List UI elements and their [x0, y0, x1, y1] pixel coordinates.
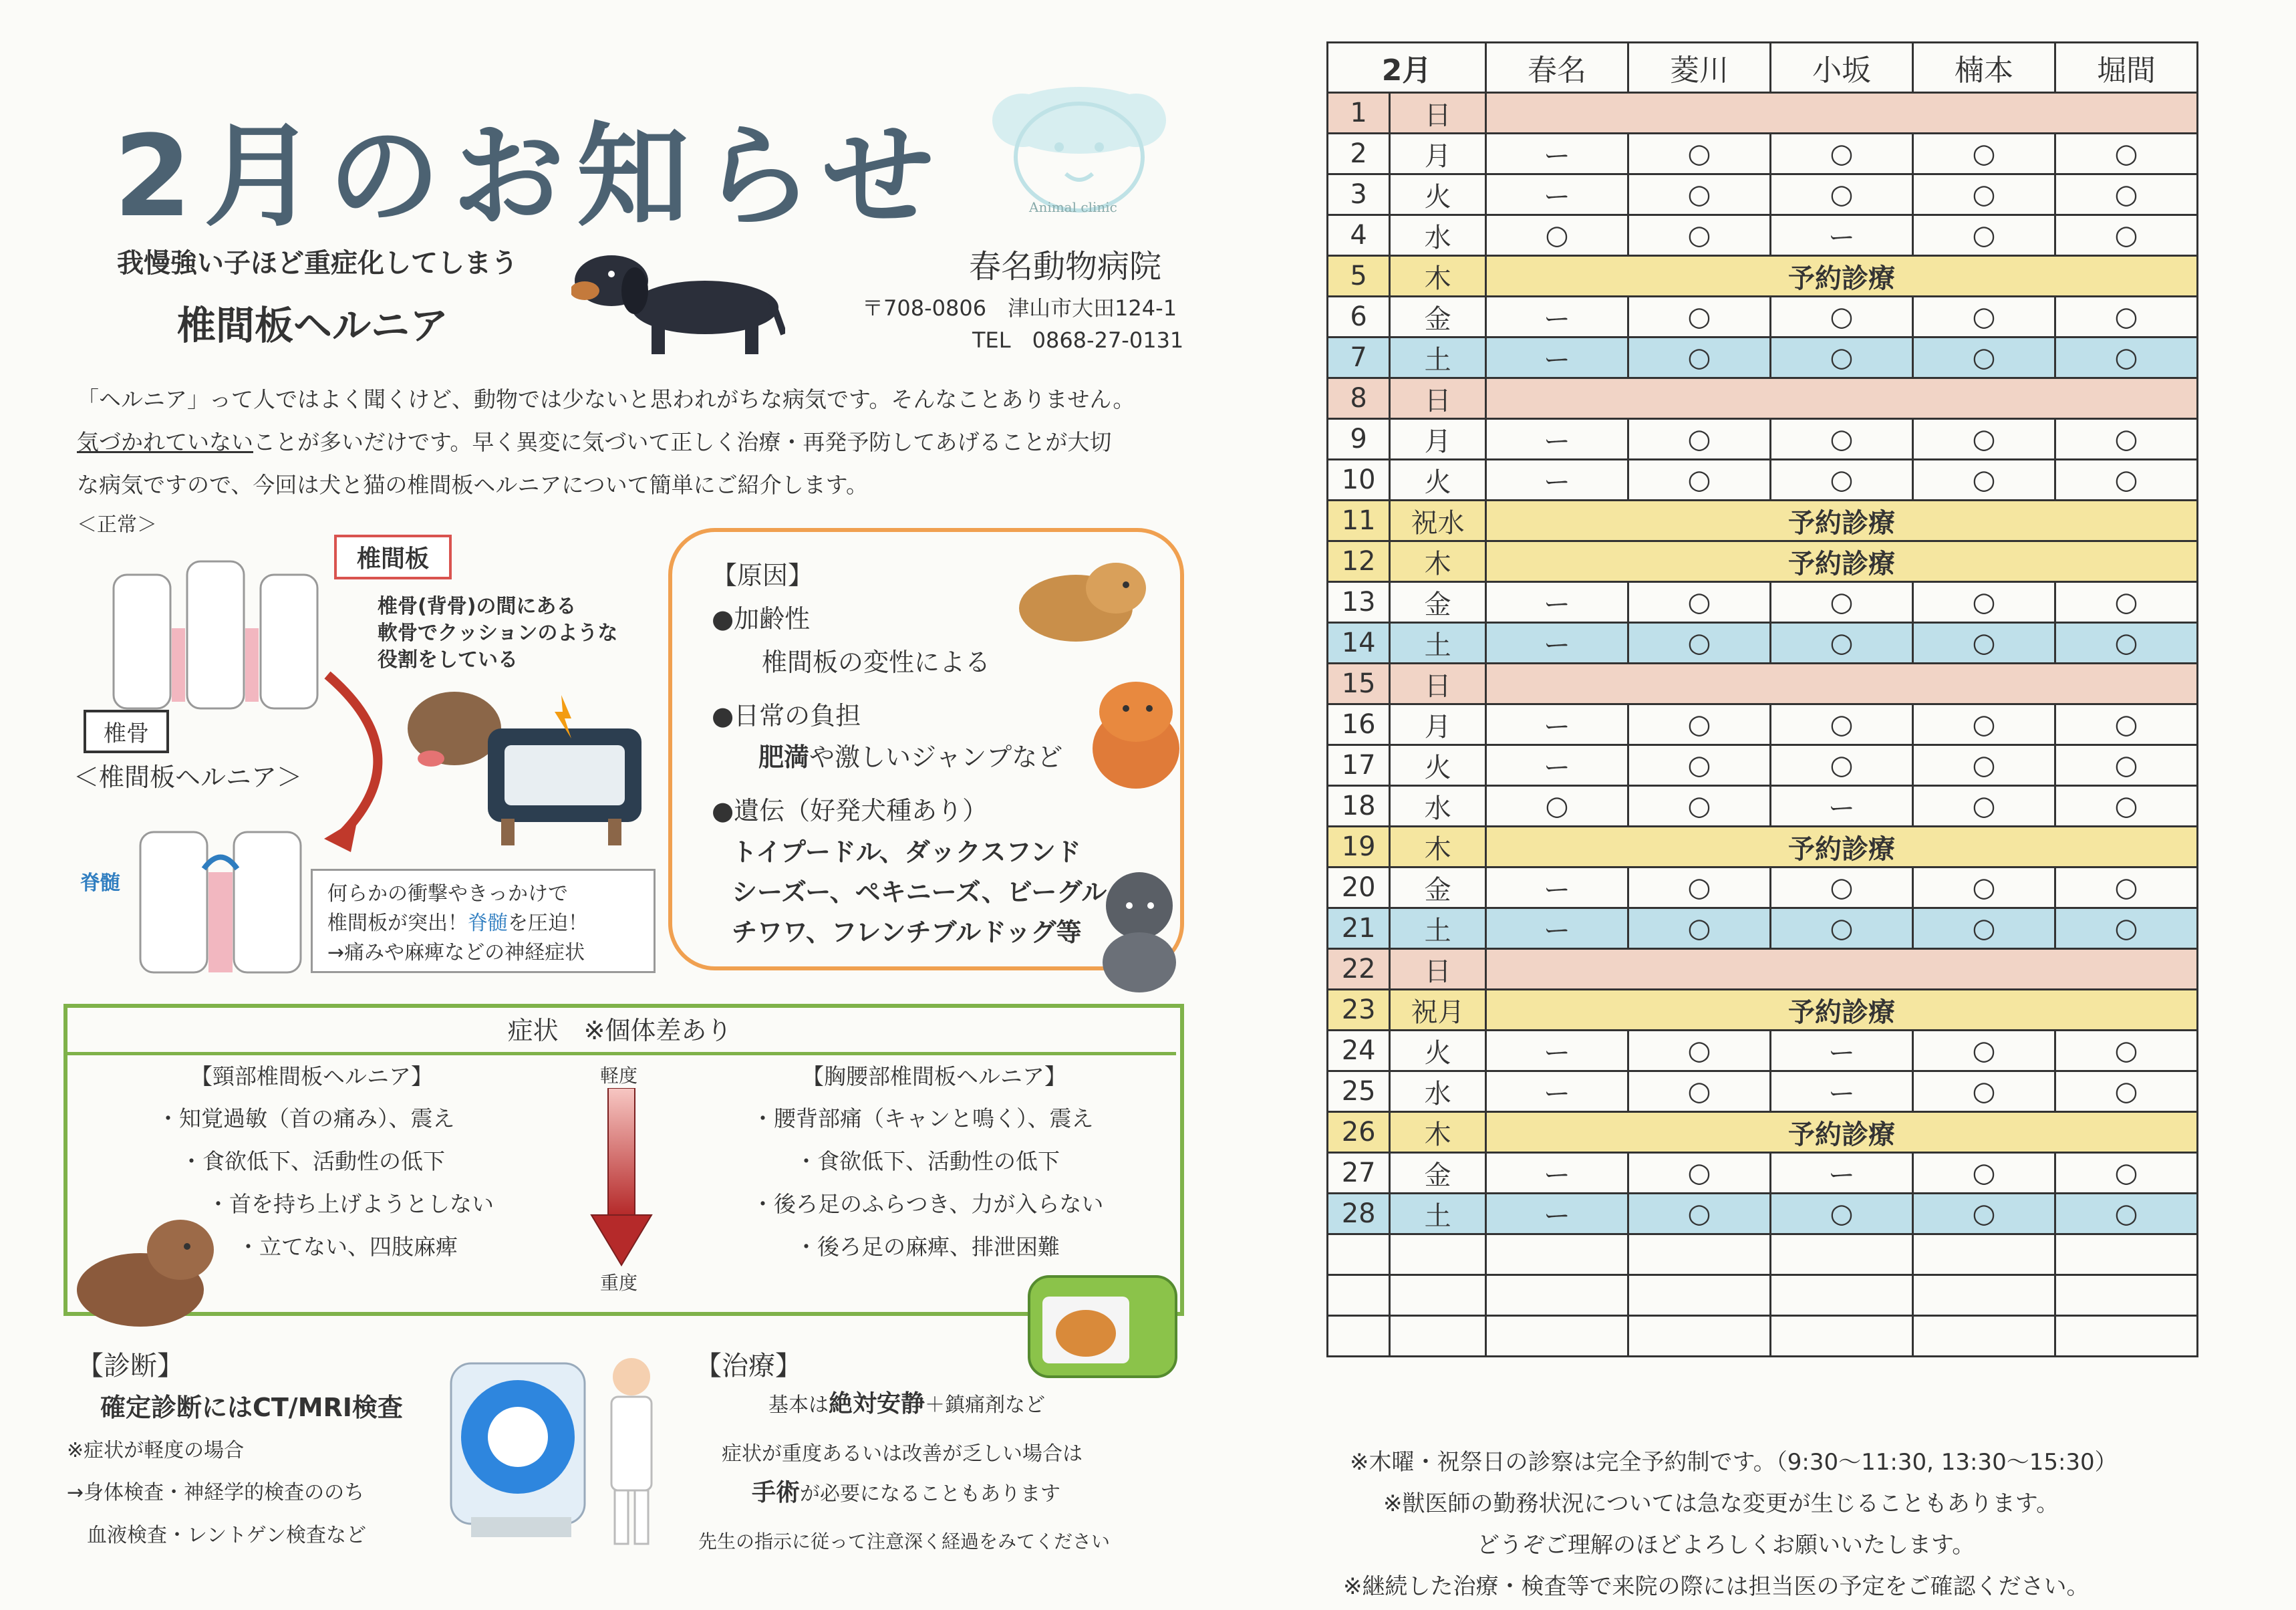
schedule-row	[1328, 827, 2198, 867]
schedule-date: 11	[1328, 501, 1390, 541]
schedule-slot: ー	[1486, 297, 1628, 338]
schedule-closed	[1486, 378, 2198, 419]
schedule-row	[1328, 419, 2198, 460]
schedule-date: 22	[1328, 949, 1390, 990]
schedule-date: 15	[1328, 664, 1390, 704]
schedule-date: 24	[1328, 1031, 1390, 1071]
schedule-row	[1328, 460, 2198, 501]
treatment-line-4: 先生の指示に従って注意深く経過をみてください	[698, 1530, 1111, 1553]
schedule-slot: ○	[1628, 1153, 1771, 1194]
schedule-date	[1328, 1275, 1390, 1316]
schedule-slot: ○	[1913, 623, 2055, 664]
schedule-slot: ○	[2055, 419, 2198, 460]
schedule-slot: ○	[1771, 419, 1913, 460]
schedule-slot: ○	[1628, 908, 1771, 949]
schedule-date: 5	[1328, 256, 1390, 297]
cause-aging-detail: 椎間板の変性による	[762, 648, 991, 677]
schedule-date: 3	[1328, 174, 1390, 215]
schedule-row	[1328, 745, 2198, 786]
hernia-spine-icon	[134, 812, 314, 979]
schedule-weekday	[1390, 1316, 1486, 1357]
cervical-1: ・知覚過敏（首の痛み）、震え	[157, 1105, 455, 1131]
schedule-weekday: 土	[1390, 338, 1486, 378]
schedule-row	[1328, 908, 2198, 949]
schedule-row	[1328, 134, 2198, 174]
schedule-empty	[2055, 1275, 2198, 1316]
schedule-weekday	[1390, 1275, 1486, 1316]
treatment-line-2: 症状が重度あるいは改善が乏しい場合は	[722, 1442, 1083, 1466]
schedule-slot: ー	[1486, 1194, 1628, 1234]
diagnosis-line-3: 血液検査・レントゲン検査など	[67, 1524, 367, 1547]
schedule-slot: ○	[1913, 1031, 2055, 1071]
breeds-2: シーズー、ペキニーズ、ビーグル	[732, 878, 1107, 907]
schedule-slot: ○	[1913, 745, 2055, 786]
schedule-row	[1328, 623, 2198, 664]
subtitle: 我慢強い子ほど重症化してしまう	[117, 248, 518, 279]
breeds-1: トイプードル、ダックスフンド	[732, 837, 1081, 867]
diagnosis-main: 確定診断にはCT/MRI検査	[100, 1393, 403, 1422]
schedule-slot: ○	[2055, 134, 2198, 174]
schedule-slot: ○	[2055, 908, 2198, 949]
schedule-date: 7	[1328, 338, 1390, 378]
schedule-reserve: 予約診療	[1486, 990, 2198, 1031]
schedule-weekday: 月	[1390, 134, 1486, 174]
schedule-row	[1328, 582, 2198, 623]
schedule-date: 16	[1328, 704, 1390, 745]
disease-title: 椎間板ヘルニア	[177, 303, 449, 348]
note-1: ※木曜・祝祭日の診察は完全予約制です。（9:30〜11:30, 13:30〜15:30）	[1350, 1449, 2118, 1476]
schedule-empty	[1771, 1316, 1913, 1357]
old-dog-icon	[1016, 548, 1149, 648]
clinic-name: 春名動物病院	[969, 248, 1162, 285]
schedule-slot: ○	[1771, 174, 1913, 215]
schedule-slot: ー	[1486, 623, 1628, 664]
schedule-row	[1328, 256, 2198, 297]
dog-xray-icon	[401, 682, 662, 855]
schedule-slot: ○	[1913, 419, 2055, 460]
schedule-slot: ○	[1913, 1153, 2055, 1194]
schedule-slot: ○	[2055, 1194, 2198, 1234]
hernia-desc-3: →痛みや麻痺などの神経症状	[327, 941, 585, 964]
schedule-slot: ○	[1628, 460, 1771, 501]
schedule-slot: ○	[1913, 786, 2055, 827]
doctor-4: 楠本	[1913, 43, 2055, 93]
schedule-slot: ○	[1628, 134, 1771, 174]
schedule-slot: ○	[2055, 297, 2198, 338]
schedule-date: 13	[1328, 582, 1390, 623]
schedule-empty	[1913, 1316, 2055, 1357]
schedule-weekday: 水	[1390, 1071, 1486, 1112]
schedule-weekday	[1390, 1234, 1486, 1275]
treatment-line-3	[752, 1474, 1060, 1508]
schedule-date	[1328, 1234, 1390, 1275]
schedule-row	[1328, 1316, 2198, 1357]
schedule-slot: ー	[1486, 460, 1628, 501]
schedule-table	[1326, 41, 2198, 1357]
schedule-weekday: 水	[1390, 786, 1486, 827]
schedule-slot: ○	[2055, 338, 2198, 378]
note-2: ※獣医師の勤務状況については急な変更が生じることもあります。	[1383, 1490, 2059, 1517]
schedule-slot: ○	[1913, 174, 2055, 215]
schedule-slot: ○	[1628, 1031, 1771, 1071]
thoracolumbar-3: ・後ろ足のふらつき、力が入らない	[752, 1191, 1104, 1217]
schedule-weekday: 火	[1390, 460, 1486, 501]
schedule-row	[1328, 949, 2198, 990]
schedule-date: 2	[1328, 134, 1390, 174]
schedule-date: 6	[1328, 297, 1390, 338]
schedule-month: 2月	[1328, 43, 1486, 93]
schedule-slot: ○	[1771, 704, 1913, 745]
schedule-row	[1328, 1194, 2198, 1234]
schedule-weekday: 祝水	[1390, 501, 1486, 541]
schedule-slot: ○	[1913, 460, 2055, 501]
schedule-weekday: 火	[1390, 745, 1486, 786]
intro-line-1: 「ヘルニア」って人ではよく聞くけど、動物では少ないと思われがちな病気です。そんなことありません。	[77, 386, 1135, 412]
schedule-empty	[2055, 1316, 2198, 1357]
schedule-slot: ○	[1913, 1194, 2055, 1234]
cervical-title: 【頸部椎間板ヘルニア】	[190, 1063, 433, 1089]
schedule-row	[1328, 786, 2198, 827]
schedule-date: 1	[1328, 93, 1390, 134]
cause-daily-detail	[758, 736, 1062, 773]
severe-label: 重度	[600, 1272, 638, 1294]
hernia-desc-2	[327, 906, 588, 936]
schedule-date: 12	[1328, 541, 1390, 582]
spinal-cord-label: 脊髄	[80, 871, 120, 895]
schedule-row	[1328, 664, 2198, 704]
schedule-slot: ○	[2055, 174, 2198, 215]
schedule-row	[1328, 1071, 2198, 1112]
schedule-slot: ー	[1486, 908, 1628, 949]
normal-label: ＜正常＞	[77, 513, 157, 537]
hernia-desc-2a: 椎間板が突出！	[327, 912, 468, 935]
schedule-slot: ー	[1771, 215, 1913, 256]
cervical-3: ・首を持ち上げようとしない	[207, 1191, 494, 1217]
schedule-weekday: 火	[1390, 174, 1486, 215]
schedule-slot: ー	[1486, 704, 1628, 745]
cause-obesity: 肥満	[758, 743, 810, 772]
schedule-reserve: 予約診療	[1486, 1112, 2198, 1153]
schedule-slot: ○	[1913, 297, 2055, 338]
schedule-slot: ー	[1771, 1153, 1913, 1194]
breeds-3: チワワ、フレンチブルドッグ等	[732, 918, 1082, 947]
cause-daily: ●日常の負担	[712, 701, 861, 730]
schedule-weekday: 金	[1390, 582, 1486, 623]
disc-desc-3: 役割をしている	[378, 648, 518, 672]
note-4: ※継続した治療・検査等で来院の際には担当医の予定をご確認ください。	[1343, 1573, 2090, 1600]
cause-daily-rest: や激しいジャンプなど	[809, 743, 1063, 772]
schedule-row	[1328, 93, 2198, 134]
intro-line-2	[77, 425, 1111, 456]
schedule-reserve: 予約診療	[1486, 501, 2198, 541]
schedule-date: 21	[1328, 908, 1390, 949]
schedule-slot: ○	[1771, 908, 1913, 949]
schedule-empty	[1771, 1234, 1913, 1275]
sad-dog-icon	[67, 1210, 221, 1337]
schedule-weekday: 土	[1390, 623, 1486, 664]
schedule-slot: ー	[1486, 582, 1628, 623]
disc-desc-2: 軟骨でクッションのような	[378, 622, 618, 645]
schedule-slot: ○	[2055, 1031, 2198, 1071]
schedule-slot: ー	[1486, 867, 1628, 908]
schedule-slot: ○	[2055, 623, 2198, 664]
schedule-slot: ○	[1628, 745, 1771, 786]
cervical-4: ・立てない、四肢麻痺	[237, 1234, 458, 1260]
schedule-slot: ○	[1628, 297, 1771, 338]
schedule-empty	[1913, 1234, 2055, 1275]
schedule-date: 18	[1328, 786, 1390, 827]
schedule-header-row	[1328, 43, 2198, 93]
schedule-slot: ○	[1913, 867, 2055, 908]
doctor-2: 菱川	[1628, 43, 1771, 93]
schedule-slot: ○	[1913, 338, 2055, 378]
schedule-slot: ○	[1486, 786, 1628, 827]
schedule-empty	[1628, 1316, 1771, 1357]
schedule-slot: ○	[2055, 215, 2198, 256]
schedule-slot: ○	[1913, 704, 2055, 745]
schedule-weekday: 金	[1390, 867, 1486, 908]
diagnosis-line-1: ※症状が軽度の場合	[67, 1439, 245, 1462]
schedule-slot: ー	[1771, 786, 1913, 827]
schedule-date: 19	[1328, 827, 1390, 867]
schedule-empty	[1486, 1316, 1628, 1357]
schedule-date: 4	[1328, 215, 1390, 256]
jumping-dog-icon	[1069, 675, 1203, 802]
schedule-weekday: 日	[1390, 949, 1486, 990]
schedule-row	[1328, 1112, 2198, 1153]
schedule-empty	[1486, 1275, 1628, 1316]
schedule-weekday: 木	[1390, 1112, 1486, 1153]
schedule-date: 20	[1328, 867, 1390, 908]
schedule-empty	[2055, 1234, 2198, 1275]
thoracolumbar-title: 【胸腰部椎間板ヘルニア】	[802, 1063, 1066, 1089]
schedule-slot: ー	[1771, 1071, 1913, 1112]
doctor-5: 堀間	[2055, 43, 2198, 93]
schedule-date: 9	[1328, 419, 1390, 460]
clinic-address: 〒708-0806 津山市大田124-1	[862, 295, 1177, 321]
schedule-slot: ○	[2055, 582, 2198, 623]
intro-underlined: 気づかれていない	[77, 429, 253, 455]
schedule-row	[1328, 1031, 2198, 1071]
schedule-slot: ○	[1913, 134, 2055, 174]
schedule-weekday: 火	[1390, 1031, 1486, 1071]
diagnosis-heading: 【診断】	[77, 1351, 184, 1381]
schedule-slot: ○	[1771, 1194, 1913, 1234]
schedule-slot: ー	[1486, 338, 1628, 378]
schedule-slot: ー	[1486, 174, 1628, 215]
doctor-3: 小坂	[1771, 43, 1913, 93]
schedule-slot: ー	[1771, 1031, 1913, 1071]
schedule-empty	[1913, 1275, 2055, 1316]
ct-scanner-icon	[444, 1350, 665, 1551]
schedule-slot: ○	[1628, 704, 1771, 745]
schedule-weekday: 金	[1390, 297, 1486, 338]
schedule-empty	[1771, 1275, 1913, 1316]
schedule-reserve: 予約診療	[1486, 256, 2198, 297]
schedule-weekday: 金	[1390, 1153, 1486, 1194]
schedule-slot: ○	[1771, 460, 1913, 501]
schedule-weekday: 日	[1390, 378, 1486, 419]
hernia-label: ＜椎間板ヘルニア＞	[74, 763, 303, 792]
diagnosis-line-2: →身体検査・神経学的検査ののち	[67, 1481, 365, 1504]
hernia-desc-1: 何らかの衝撃やきっかけで	[327, 882, 568, 906]
schedule-row	[1328, 297, 2198, 338]
schedule-weekday: 水	[1390, 215, 1486, 256]
intro-line-2-rest: ことが多いだけです。早く異変に気づいて正しく治療・再発予防してあげることが大切	[253, 429, 1112, 455]
schedule-date: 17	[1328, 745, 1390, 786]
schedule-slot: ○	[2055, 867, 2198, 908]
schedule-reserve: 予約診療	[1486, 541, 2198, 582]
schedule-slot: ○	[2055, 1153, 2198, 1194]
schedule-reserve: 予約診療	[1486, 827, 2198, 867]
schedule-date: 27	[1328, 1153, 1390, 1194]
schedule-slot: ○	[1913, 215, 2055, 256]
schedule-slot: ○	[1628, 174, 1771, 215]
clinic-tel: TEL 0868-27-0131	[972, 327, 1184, 353]
schedule-date: 28	[1328, 1194, 1390, 1234]
schedule-row	[1328, 867, 2198, 908]
note-3: どうぞご理解のほどよろしくお願いいたします。	[1477, 1532, 1975, 1559]
curved-arrow-icon	[321, 668, 408, 855]
schedule-slot: ○	[2055, 745, 2198, 786]
treatment-basic-post: ＋鎮痛剤など	[925, 1393, 1046, 1417]
schedule-slot: ○	[1771, 338, 1913, 378]
schedule-slot: ○	[1913, 908, 2055, 949]
schedule-empty	[1486, 1234, 1628, 1275]
schedule-slot: ー	[1486, 1031, 1628, 1071]
doctor-1: 春名	[1486, 43, 1628, 93]
thoracolumbar-1: ・腰背部痛（キャンと鳴く）、震え	[752, 1105, 1094, 1131]
schedule-slot: ○	[2055, 460, 2198, 501]
schedule-empty	[1628, 1275, 1771, 1316]
schedule-slot: ○	[1628, 338, 1771, 378]
disc-label: 椎間板	[334, 535, 452, 579]
schedule-slot: ○	[1628, 867, 1771, 908]
schedule-row	[1328, 338, 2198, 378]
schedule-slot: ○	[1628, 1071, 1771, 1112]
schedule-slot: ー	[1486, 1071, 1628, 1112]
pet-carrier-icon	[1022, 1256, 1183, 1383]
schedule-slot: ○	[1628, 623, 1771, 664]
schedule-slot: ○	[1771, 582, 1913, 623]
schedule-slot: ○	[1771, 134, 1913, 174]
symptoms-heading: 症状 ※個体差あり	[63, 1004, 1176, 1055]
schedule-weekday: 日	[1390, 93, 1486, 134]
schedule-date	[1328, 1316, 1390, 1357]
schedule-row	[1328, 1153, 2198, 1194]
schedule-weekday: 木	[1390, 827, 1486, 867]
schedule-row	[1328, 704, 2198, 745]
schedule-date: 14	[1328, 623, 1390, 664]
treatment-line-3-post: が必要になることもあります	[800, 1482, 1061, 1506]
dachshund-icon	[571, 234, 785, 361]
poodle-icon	[1089, 869, 1189, 996]
schedule-row	[1328, 1275, 2198, 1316]
schedule-row	[1328, 501, 2198, 541]
schedule-weekday: 土	[1390, 908, 1486, 949]
schedule-weekday: 木	[1390, 541, 1486, 582]
schedule-weekday: 日	[1390, 664, 1486, 704]
schedule-slot: ○	[2055, 704, 2198, 745]
schedule-row	[1328, 1234, 2198, 1275]
schedule-row	[1328, 990, 2198, 1031]
schedule-closed	[1486, 93, 2198, 134]
treatment-surgery: 手術	[752, 1479, 801, 1506]
schedule-slot: ○	[1913, 1071, 2055, 1112]
schedule-weekday: 月	[1390, 704, 1486, 745]
schedule-date: 26	[1328, 1112, 1390, 1153]
schedule-slot: ○	[1913, 582, 2055, 623]
schedule-weekday: 木	[1390, 256, 1486, 297]
schedule-weekday: 祝月	[1390, 990, 1486, 1031]
schedule-row	[1328, 174, 2198, 215]
schedule-closed	[1486, 664, 2198, 704]
schedule-date: 23	[1328, 990, 1390, 1031]
schedule-slot: ○	[1771, 623, 1913, 664]
cause-genetic: ●遺伝（好発犬種あり）	[712, 796, 988, 825]
schedule-slot: ○	[1771, 745, 1913, 786]
schedule-row	[1328, 378, 2198, 419]
schedule-slot: ○	[1771, 297, 1913, 338]
schedule-slot: ○	[1628, 419, 1771, 460]
hernia-desc-2c: を圧迫！	[508, 912, 588, 935]
schedule-empty	[1628, 1234, 1771, 1275]
intro-line-3: な病気ですので、今回は犬と猫の椎間板ヘルニアについて簡単にご紹介します。	[77, 472, 869, 498]
schedule-date: 10	[1328, 460, 1390, 501]
schedule-slot: ○	[2055, 1071, 2198, 1112]
schedule-date: 8	[1328, 378, 1390, 419]
schedule-slot: ○	[1486, 215, 1628, 256]
treatment-basic	[768, 1385, 1045, 1419]
schedule-weekday: 月	[1390, 419, 1486, 460]
treatment-rest: 絶対安静	[829, 1390, 925, 1418]
schedule-slot: ○	[1628, 215, 1771, 256]
hernia-desc-2b: 脊髄	[468, 912, 508, 935]
causes-heading: 【原因】	[712, 561, 814, 590]
mild-label: 軽度	[600, 1065, 638, 1087]
vertebra-label: 椎骨	[84, 710, 169, 753]
thoracolumbar-2: ・食欲低下、活動性の低下	[795, 1148, 1060, 1174]
cervical-2: ・食欲低下、活動性の低下	[180, 1148, 445, 1174]
schedule-slot: ー	[1486, 419, 1628, 460]
treatment-basic-pre: 基本は	[768, 1393, 829, 1417]
schedule-weekday: 土	[1390, 1194, 1486, 1234]
schedule-slot: ○	[1628, 582, 1771, 623]
schedule-slot: ○	[1771, 867, 1913, 908]
thoracolumbar-4: ・後ろ足の麻痺、排泄困難	[795, 1234, 1060, 1260]
severity-arrow-icon	[588, 1088, 655, 1268]
treatment-heading: 【治療】	[695, 1351, 802, 1381]
page-title: 2月のお知らせ	[114, 111, 946, 242]
logo-caption: Animal clinic	[1029, 199, 1117, 215]
normal-spine-icon	[107, 548, 327, 715]
cause-aging: ●加齢性	[712, 604, 811, 634]
schedule-slot: ○	[1628, 786, 1771, 827]
schedule-date: 25	[1328, 1071, 1390, 1112]
schedule-slot: ー	[1486, 1153, 1628, 1194]
schedule-slot: ○	[2055, 786, 2198, 827]
schedule-slot: ー	[1486, 745, 1628, 786]
schedule-slot: ー	[1486, 134, 1628, 174]
schedule-row	[1328, 541, 2198, 582]
schedule-row	[1328, 215, 2198, 256]
schedule-slot: ○	[1628, 1194, 1771, 1234]
disc-desc-1: 椎骨(背骨)の間にある	[378, 595, 577, 618]
schedule-closed	[1486, 949, 2198, 990]
